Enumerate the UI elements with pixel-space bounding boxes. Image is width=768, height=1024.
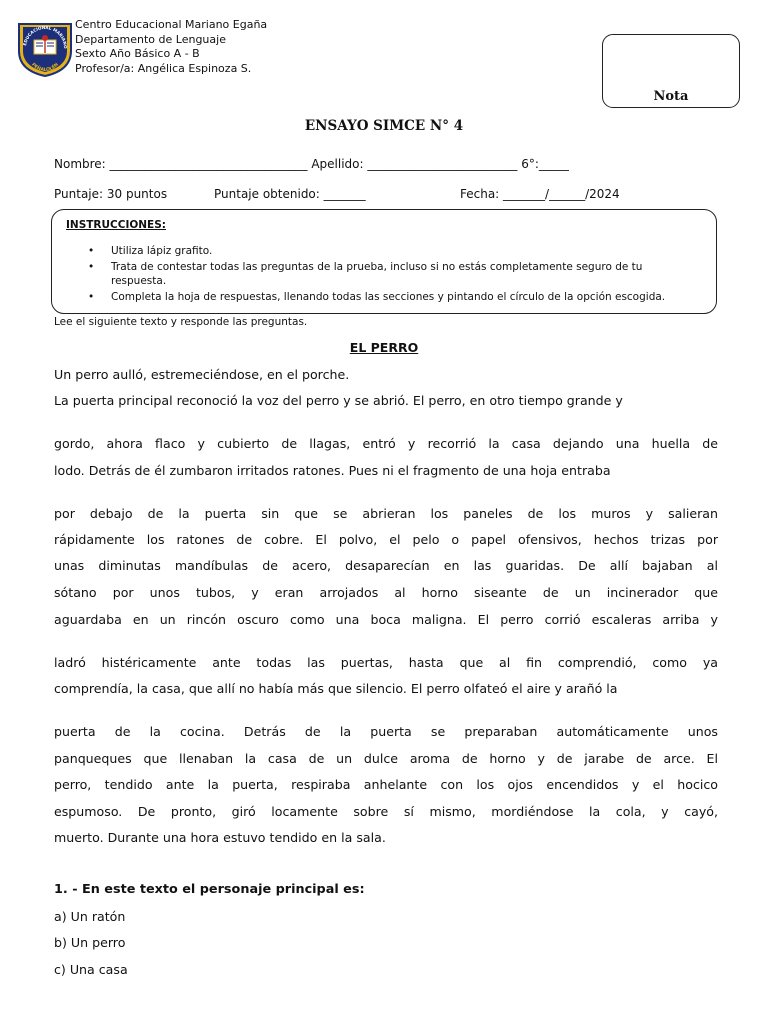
story-line: puerta de la cocina. Detrás de la puerta se preparaban automáticamente unos bbox=[54, 724, 718, 739]
instruction-item bbox=[88, 244, 688, 259]
school-info bbox=[75, 18, 267, 77]
story-line: por debajo de la puerta sin que se abrieran los paneles de los muros y salieran bbox=[54, 506, 718, 521]
reading-prompt: Lee el siguiente texto y responde las preguntas. bbox=[54, 316, 308, 328]
teacher: Profesor/a: Angélica Espinoza S. bbox=[75, 62, 252, 76]
story-line: muerto. Durante una hora estuvo tendido en la sala. bbox=[54, 830, 386, 845]
school-logo bbox=[16, 21, 74, 77]
story-line: sótano por unos tubos, y eran arrojados al horno siseante de un incinerador que bbox=[54, 585, 718, 600]
instructions-list bbox=[88, 244, 688, 305]
story-line: unas diminutas mandíbulas de acero, desaparecían en las guaridas. De allí bajaban al bbox=[54, 558, 718, 573]
instruction-text: Trata de contestar todas las preguntas de la prueba, incluso si no estás completamente seguro de tu respuesta. bbox=[111, 260, 643, 287]
grade-label: Nota bbox=[653, 89, 689, 104]
option-b[interactable]: b) Un perro bbox=[54, 935, 126, 950]
logo-arc-text-top: EDUCACIONAL MARIANO bbox=[22, 24, 69, 49]
exam-title: ENSAYO SIMCE N° 4 bbox=[304, 118, 464, 134]
story-line: panqueques que llenaban la casa de un dulce aroma de horno y de jarabe de arce. El bbox=[54, 751, 718, 766]
bullet-icon: • bbox=[88, 245, 95, 257]
story-line: espumoso. De pronto, giró locamente sobre sí mismo, mordiéndose la cola, y cayó, bbox=[54, 804, 718, 819]
school-name: Centro Educacional Mariano Egaña bbox=[75, 18, 268, 31]
logo-arc-text-bottom: PEÑALOLÉN bbox=[30, 62, 60, 74]
story-line: comprendía, la casa, que allí no había más que silencio. El perro olfateó el aire y arañó la bbox=[54, 681, 618, 696]
instruction-text: Utiliza lápiz grafito. bbox=[111, 245, 213, 257]
instructions-heading: INSTRUCCIONES: bbox=[66, 219, 166, 231]
instruction-item bbox=[88, 290, 688, 305]
option-a[interactable]: a) Un ratón bbox=[54, 909, 126, 924]
grade: Sexto Año Básico A - B bbox=[75, 47, 200, 61]
name-line[interactable]: Nombre: _________________________________ Apellido: _________________________ 6°:_____ bbox=[54, 157, 569, 171]
score-obtained[interactable]: Puntaje obtenido: _______ bbox=[214, 187, 366, 201]
date-line[interactable]: Fecha: _______/______/2024 bbox=[460, 187, 620, 201]
story-line: lodo. Detrás de él zumbaron irritados ratones. Pues ni el fragmento de una hoja entraba bbox=[54, 463, 611, 478]
bullet-icon: • bbox=[88, 260, 95, 273]
story-line: gordo, ahora flaco y cubierto de llagas, entró y recorrió la casa dejando una huella de bbox=[54, 436, 718, 451]
option-c[interactable]: c) Una casa bbox=[54, 962, 128, 977]
department: Departamento de Lenguaje bbox=[75, 32, 226, 46]
story-line: La puerta principal reconoció la voz del perro y se abrió. El perro, en otro tiempo grande y bbox=[54, 393, 623, 408]
story-line: ladró histéricamente ante todas las puertas, hasta que al fin comprendió, como ya bbox=[54, 655, 718, 670]
story-line: Un perro aulló, estremeciéndose, en el porche. bbox=[54, 367, 350, 382]
question-1: 1. - En este texto el personaje principal es: bbox=[54, 882, 365, 897]
story-line: aguardaba en un rincón oscuro como una boca maligna. El perro corrió escaleras arriba y bbox=[54, 612, 718, 627]
story-line: perro, tendido ante la puerta, respiraba anhelante con los ojos encendidos y el hocico bbox=[54, 777, 718, 792]
instruction-item bbox=[88, 260, 688, 289]
score-total: Puntaje: 30 puntos bbox=[54, 187, 168, 201]
story-line: rápidamente los ratones de cobre. El polvo, el pelo o papel ofensivos, hechos trizas por bbox=[54, 532, 718, 547]
instruction-text: Completa la hoja de respuestas, llenando todas las secciones y pintando el círculo de la opción escogida. bbox=[111, 290, 666, 303]
bullet-icon: • bbox=[88, 290, 95, 303]
story-title: EL PERRO bbox=[349, 340, 419, 355]
grade-box[interactable] bbox=[602, 34, 740, 108]
